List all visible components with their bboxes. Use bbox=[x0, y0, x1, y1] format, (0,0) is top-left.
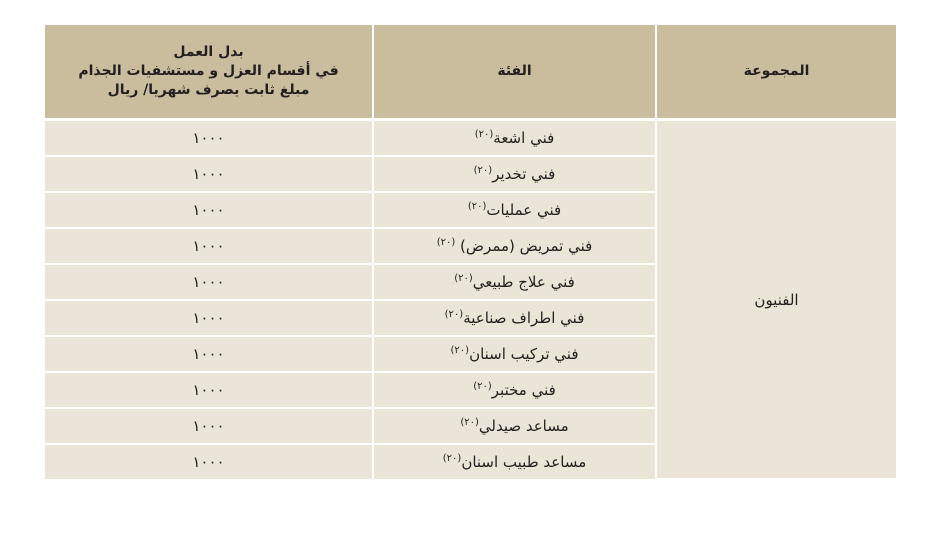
footnote-ref: (٢٠) bbox=[436, 237, 456, 248]
allowance-header-line-3: مبلغ ثابت يصرف شهريا/ ريال bbox=[107, 82, 310, 98]
category-name: فني اشعة bbox=[493, 129, 555, 147]
allowance-header-line-1: بدل العمل bbox=[173, 44, 244, 60]
group-header: المجموعة bbox=[656, 25, 896, 120]
amount-cell: ١٠٠٠ bbox=[45, 444, 373, 479]
amount-cell: ١٠٠٠ bbox=[45, 336, 373, 372]
category-name: مساعد طبيب اسنان bbox=[461, 453, 587, 471]
category-name: مساعد صيدلي bbox=[478, 417, 569, 435]
footnote-ref: (٢٠) bbox=[473, 165, 493, 176]
amount-cell: ١٠٠٠ bbox=[45, 228, 373, 264]
category-name: فني علاج طبيعي bbox=[472, 273, 575, 291]
category-cell bbox=[373, 228, 656, 264]
table-body bbox=[45, 120, 896, 480]
footnote-ref: (٢٠) bbox=[450, 345, 470, 356]
category-name: فني تخدير bbox=[492, 165, 556, 183]
footnote-ref: (٢٠) bbox=[467, 201, 487, 212]
footnote-ref: (٢٠) bbox=[460, 417, 479, 428]
category-name: فني اطراف صناعية bbox=[463, 309, 585, 327]
footnote-ref: (٢٠) bbox=[454, 273, 473, 284]
header-row bbox=[45, 25, 896, 120]
footnote-ref: (٢٠) bbox=[474, 129, 494, 140]
amount-cell: ١٠٠٠ bbox=[45, 264, 373, 300]
amount-cell: ١٠٠٠ bbox=[45, 192, 373, 228]
category-name: فني مختبر bbox=[491, 381, 556, 399]
table-row bbox=[45, 120, 896, 157]
amount-cell: ١٠٠٠ bbox=[45, 408, 373, 444]
category-name: فني تمريض (ممرض) bbox=[455, 237, 593, 255]
group-cell: الفنيون bbox=[656, 120, 896, 480]
category-name: فني عمليات bbox=[486, 201, 562, 219]
footnote-ref: (٢٠) bbox=[442, 453, 462, 464]
amount-cell: ١٠٠٠ bbox=[45, 156, 373, 192]
category-cell bbox=[373, 156, 656, 192]
category-cell bbox=[373, 372, 656, 408]
category-cell bbox=[373, 192, 656, 228]
category-cell bbox=[373, 264, 656, 300]
allowance-table bbox=[45, 25, 896, 480]
category-cell bbox=[373, 444, 656, 479]
allowance-header-line-2: في أقسام العزل و مستشفيات الجذام bbox=[78, 63, 339, 79]
amount-cell: ١٠٠٠ bbox=[45, 120, 373, 157]
amount-cell: ١٠٠٠ bbox=[45, 300, 373, 336]
allowance-header bbox=[45, 25, 373, 120]
category-cell bbox=[373, 336, 656, 372]
footnote-ref: (٢٠) bbox=[473, 381, 492, 392]
footnote-ref: (٢٠) bbox=[444, 309, 464, 320]
category-cell bbox=[373, 300, 656, 336]
category-name: فني تركيب اسنان bbox=[469, 345, 579, 363]
amount-cell: ١٠٠٠ bbox=[45, 372, 373, 408]
category-cell bbox=[373, 408, 656, 444]
category-header: الفئة bbox=[373, 25, 656, 120]
category-cell bbox=[373, 120, 656, 157]
